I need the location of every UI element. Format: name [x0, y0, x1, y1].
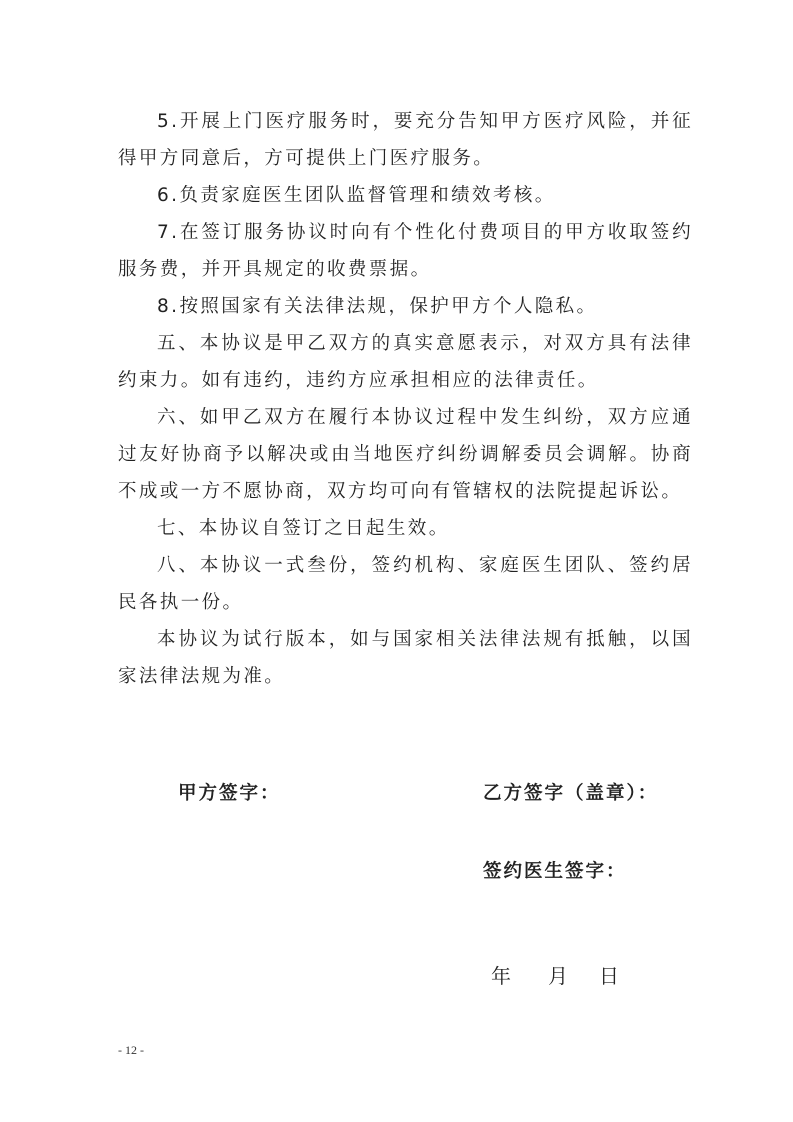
article-5: 五、本协议是甲乙双方的真实意愿表示，对双方具有法律约束力。如有违约，违约方应承担相应的法律责任。 — [118, 333, 693, 391]
date-month-label: 月 — [548, 964, 568, 988]
party-b-signature-label: 乙方签字（盖章）： — [483, 783, 659, 804]
article-8: 八、本协议一式叁份，签约机构、家庭医生团队、签约居民各执一份。 — [118, 555, 693, 613]
page-number: - 12 - — [118, 1043, 144, 1057]
agreement-body — [118, 103, 693, 695]
date-year-label: 年 — [491, 964, 511, 988]
party-a-signature-label: 甲方签字： — [178, 783, 281, 804]
date-day-label: 日 — [599, 964, 619, 988]
clause-8: 8.按照国家有关法律法规，保护甲方个人隐私。 — [157, 296, 598, 317]
article-6: 六、如甲乙双方在履行本协议过程中发生纠纷，双方应通过友好协商予以解决或由当地医疗纠纷调解委员会调解。协商不成或一方不愿协商，双方均可向有管辖权的法院提起诉讼。 — [118, 407, 693, 502]
clause-6: 6.负责家庭医生团队监督管理和绩效考核。 — [157, 185, 556, 206]
doctor-signature-label: 签约医生签字： — [483, 861, 627, 882]
clause-7: 7.在签订服务协议时向有个性化付费项目的甲方收取签约服务费，并开具规定的收费票据。 — [118, 222, 693, 280]
article-7: 七、本协议自签订之日起生效。 — [157, 518, 450, 539]
clause-5: 5.开展上门医疗服务时，要充分告知甲方医疗风险，并征得甲方同意后，方可提供上门医疗服务。 — [118, 111, 693, 169]
trial-version-note: 本协议为试行版本，如与国家相关法律法规有抵触，以国家法律法规为准。 — [118, 629, 693, 687]
